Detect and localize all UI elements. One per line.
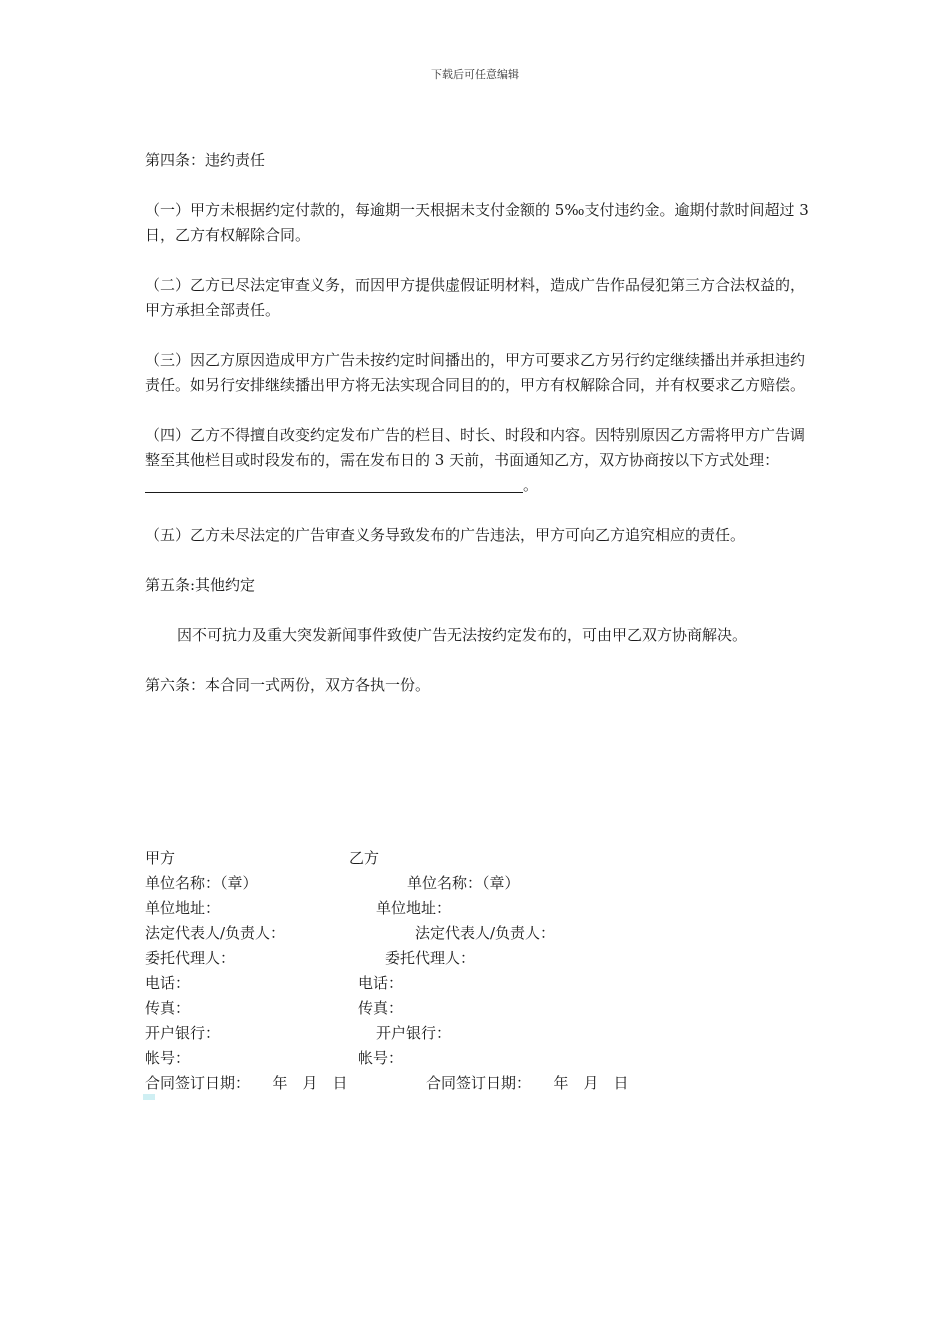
signature-row-date — [145, 1071, 810, 1096]
party-b-fax: 传真： — [358, 999, 404, 1017]
party-b-phone: 电话： — [358, 974, 404, 992]
signature-row-fax — [145, 996, 810, 1021]
party-a-account: 帐号： — [145, 1049, 191, 1067]
signature-row-agent — [145, 946, 810, 971]
party-a-address: 单位地址： — [145, 899, 221, 917]
party-a-sign-date: 合同签订日期： 年 月 日 — [145, 1074, 348, 1092]
party-b-address: 单位地址： — [376, 899, 452, 917]
party-a-label: 甲方 — [145, 849, 176, 867]
party-a-bank: 开户银行： — [145, 1024, 221, 1042]
fill-in-blank — [145, 474, 523, 493]
party-b-unit-name: 单位名称：（章） — [407, 874, 520, 892]
party-a-agent: 委托代理人： — [145, 949, 236, 967]
party-a-phone: 电话： — [145, 974, 191, 992]
party-a-representative: 法定代表人/负责人： — [145, 924, 286, 942]
party-b-agent: 委托代理人： — [385, 949, 476, 967]
signature-row-party — [145, 846, 810, 871]
party-b-representative: 法定代表人/负责人： — [415, 924, 556, 942]
signature-row-address — [145, 896, 810, 921]
signature-row-unit-name — [145, 871, 810, 896]
article4-item-4-end: 。 — [523, 476, 539, 494]
article5-body: 因不可抗力及重大突发新闻事件致使广告无法按约定发布的，可由甲乙双方协商解决。 — [177, 626, 748, 644]
party-b-bank: 开户银行： — [376, 1024, 452, 1042]
header-note: 下载后可任意编辑 — [431, 68, 519, 81]
party-b-account: 帐号： — [358, 1049, 404, 1067]
party-b-label: 乙方 — [349, 849, 380, 867]
article6-text: 第六条：本合同一式两份，双方各执一份。 — [145, 676, 431, 694]
signature-row-bank — [145, 1021, 810, 1046]
signature-row-account — [145, 1046, 810, 1071]
article4-title: 第四条：违约责任 — [145, 151, 266, 169]
article4-item-2: （二）乙方已尽法定审查义务，而因甲方提供虚假证明材料，造成广告作品侵犯第三方合法权益的，甲方承担全部责任。 — [145, 276, 806, 319]
signature-block — [145, 846, 810, 1096]
party-a-unit-name: 单位名称：（章） — [145, 874, 258, 892]
article4-item-4-text: （四）乙方不得擅自改变约定发布广告的栏目、时长、时段和内容。因特别原因乙方需将甲方广告调整至其他栏目或时段发布的，需在发布日的 3 天前，书面通知乙方，双方协商按以下方式处理： — [145, 426, 806, 469]
article4-item-3: （三）因乙方原因造成甲方广告未按约定时间播出的，甲方可要求乙方另行约定继续播出并承担违约责任。如另行安排继续播出甲方将无法实现合同目的的，甲方有权解除合同，并有权要求乙方赔偿。 — [145, 351, 806, 394]
party-b-sign-date: 合同签订日期： 年 月 日 — [426, 1074, 629, 1092]
article4-item-5: （五）乙方未尽法定的广告审查义务导致发布的广告违法，甲方可向乙方追究相应的责任。 — [145, 526, 746, 544]
article4-item-4 — [145, 423, 810, 498]
signature-row-representative — [145, 921, 810, 946]
contract-body — [145, 148, 810, 723]
party-a-fax: 传真： — [145, 999, 191, 1017]
article4-item-1: （一）甲方未根据约定付款的，每逾期一天根据未支付金额的 5‰支付违约金。逾期付款时间超过 3 日，乙方有权解除合同。 — [145, 201, 809, 244]
article5-title: 第五条:其他约定 — [145, 576, 256, 594]
signature-row-phone — [145, 971, 810, 996]
highlight-mark — [143, 1094, 155, 1100]
